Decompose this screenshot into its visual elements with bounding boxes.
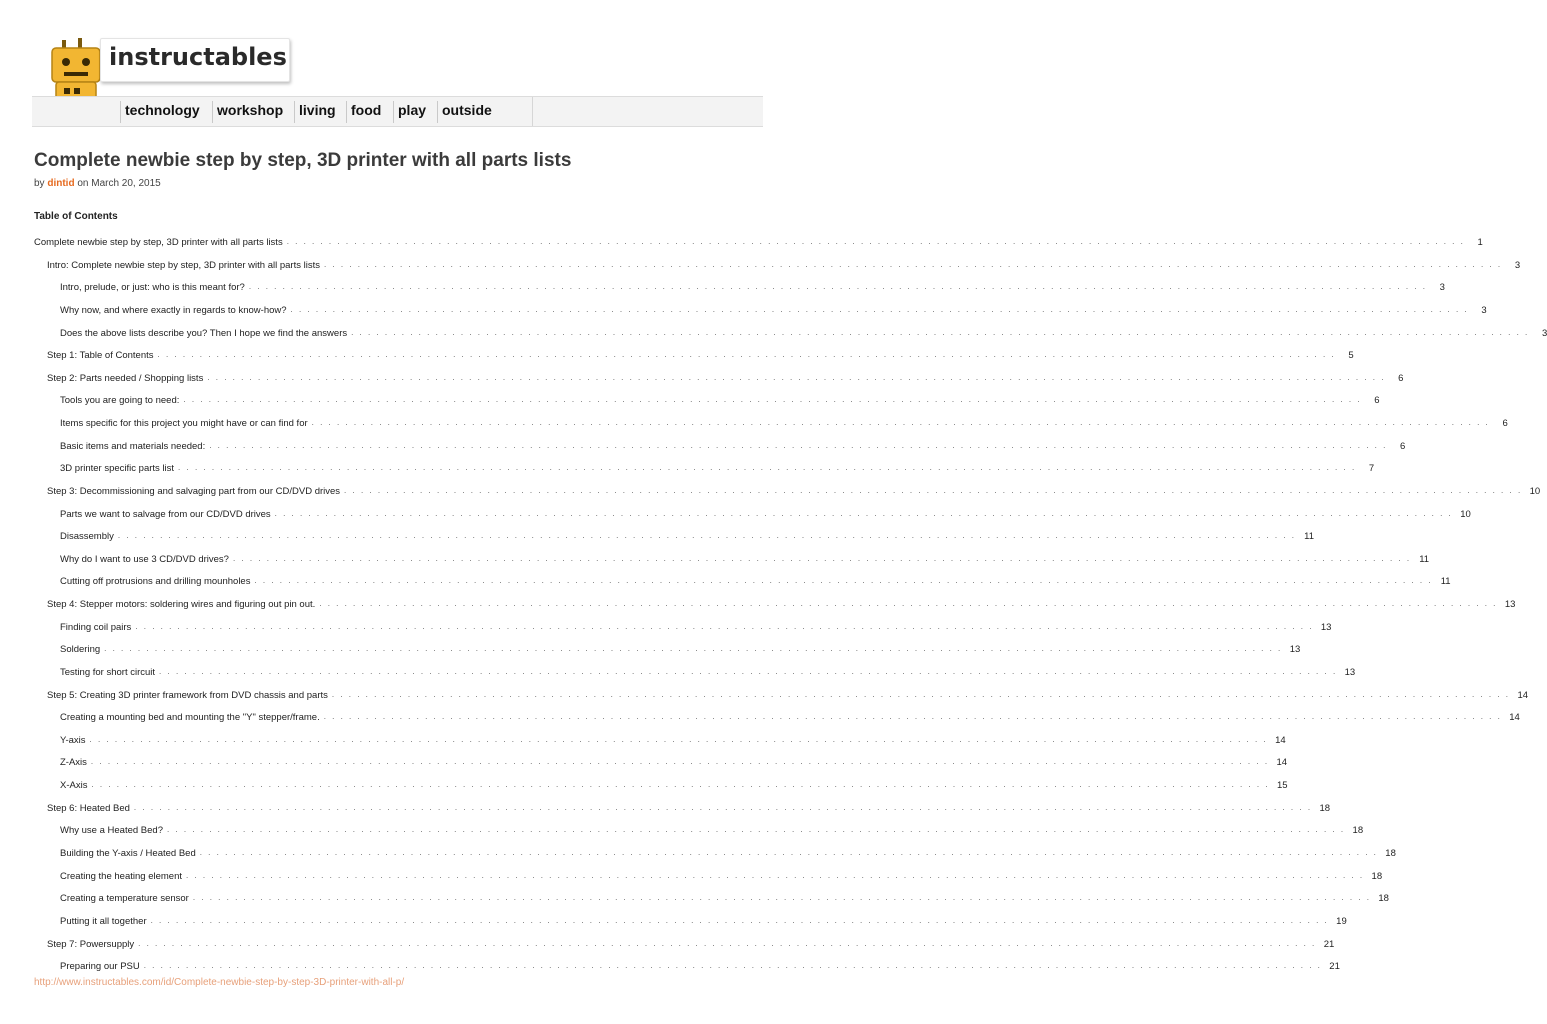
toc-page-number: 6: [1502, 418, 1508, 430]
author-link[interactable]: dintid: [47, 178, 75, 189]
toc-page-number: 3: [1541, 327, 1547, 339]
toc-page-number: 3: [1439, 282, 1445, 294]
byline-prefix: by: [34, 178, 45, 189]
toc-entry[interactable]: [60, 845, 1396, 859]
toc-entry[interactable]: [60, 415, 1508, 430]
toc-entry[interactable]: [60, 325, 1547, 339]
toc-entry-label: Putting it all together: [60, 915, 147, 927]
toc-entry[interactable]: [47, 257, 1521, 271]
toc-leader-dots: . . . . . . . . . . . . . . . . . . . . . . . . . . . . . . . . . . . . . . . . . . . . . . . . . . . . . . . . . . . . . . . . . . . . . . . . . . . . . . . . . . . . . . . . . . . . . . . . . . . . . . . . . . . . . . . . . . . . . . . . . . . . . . . . . . . . . . . . . . . .: [254, 576, 1433, 586]
toc-entry-label: Intro, prelude, or just: who is this meant for?: [60, 282, 245, 294]
toc-page-number: 11: [1440, 576, 1451, 588]
toc-entry-label: X-Axis: [60, 780, 88, 792]
toc-page-number: 10: [1460, 508, 1471, 520]
toc-entry[interactable]: [60, 913, 1347, 927]
toc-page-number: 18: [1319, 802, 1331, 814]
toc-page-number: 18: [1352, 825, 1364, 837]
toc-entry-label: Z-Axis: [60, 757, 87, 769]
toc-leader-dots: . . . . . . . . . . . . . . . . . . . . . . . . . . . . . . . . . . . . . . . . . . . . . . . . . . . . . . . . . . . . . . . . . . . . . . . . . . . . . . . . . . . . . . . . . . . . . . . . . . . . . . . . . . . . . . . . . . . . . . . . . . . . . . . . . . . . . . . . . . . .: [209, 440, 1388, 450]
toc-page-number: 18: [1378, 893, 1389, 905]
nav-living[interactable]: living: [294, 101, 336, 123]
toc-page-number: 6: [1398, 372, 1404, 384]
toc-leader-dots: . . . . . . . . . . . . . . . . . . . . . . . . . . . . . . . . . . . . . . . . . . . . . . . . . . . . . . . . . . . . . . . . . . . . . . . . . . . . . . . . . . . . . . . . . . . . . . . . . . . . . . . . . . . . . . . . . . . . . . . . . . . . . . . . . . . . . . . . . . . .: [91, 780, 1270, 790]
toc-leader-dots: . . . . . . . . . . . . . . . . . . . . . . . . . . . . . . . . . . . . . . . . . . . . . . . . . . . . . . . . . . . . . . . . . . . . . . . . . . . . . . . . . . . . . . . . . . . . . . . . . . . . . . . . . . . . . . . . . . . . . . . . . . . . . . . . . . . . . . . . . . . .: [143, 961, 1322, 971]
toc-entry[interactable]: [60, 709, 1520, 724]
toc-page-number: 19: [1336, 915, 1347, 927]
toc-entry-label: Step 7: Powersupply: [47, 938, 135, 950]
toc-page-number: 21: [1323, 938, 1335, 950]
toc-page-number: 14: [1276, 757, 1288, 769]
toc-entry-label: Intro: Complete newbie step by step, 3D printer with all parts lists: [47, 259, 320, 271]
page-title: Complete newbie step by step, 3D printer with all parts lists: [34, 150, 572, 171]
site-header: [0, 0, 768, 130]
toc-entry[interactable]: [47, 800, 1331, 814]
toc-page-number: 3: [1514, 259, 1521, 271]
toc-page-number: 10: [1529, 485, 1541, 497]
toc-leader-dots: . . . . . . . . . . . . . . . . . . . . . . . . . . . . . . . . . . . . . . . . . . . . . . . . . . . . . . . . . . . . . . . . . . . . . . . . . . . . . . . . . . . . . . . . . . . . . . . . . . . . . . . . . . . . . . . . . . . . . . . . . . . . . . . . . . . . . . . . . . . .: [89, 734, 1268, 744]
toc-leader-dots: . . . . . . . . . . . . . . . . . . . . . . . . . . . . . . . . . . . . . . . . . . . . . . . . . . . . . . . . . . . . . . . . . . . . . . . . . . . . . . . . . . . . . . . . . . . . . . . . . . . . . . . . . . . . . . . . . . . . . . . . . . . . . . . . . . . . . . . . . . . .: [90, 757, 1270, 767]
toc-leader-dots: . . . . . . . . . . . . . . . . . . . . . . . . . . . . . . . . . . . . . . . . . . . . . . . . . . . . . . . . . . . . . . . . . . . . . . . . . . . . . . . . . . . . . . . . . . . . . . . . . . . . . . . . . . . . . . . . . . . . . . . . . . . . . . . . . . . . . . . . . . . .: [138, 938, 1317, 948]
toc-page-number: 13: [1320, 621, 1332, 633]
toc-entry-label: Step 5: Creating 3D printer framework from DVD chassis and parts: [47, 689, 328, 701]
category-nav: [32, 96, 763, 127]
toc-entry[interactable]: [60, 460, 1375, 475]
toc-leader-dots: . . . . . . . . . . . . . . . . . . . . . . . . . . . . . . . . . . . . . . . . . . . . . . . . . . . . . . . . . . . . . . . . . . . . . . . . . . . . . . . . . . . . . . . . . . . . . . . . . . . . . . . . . . . . . . . . . . . . . . . . . . . . . . . . . . . . . . . . . . . .: [186, 870, 1365, 880]
toc-leader-dots: . . . . . . . . . . . . . . . . . . . . . . . . . . . . . . . . . . . . . . . . . . . . . . . . . . . . . . . . . . . . . . . . . . . . . . . . . . . . . . . . . . . . . . . . . . . . . . . . . . . . . . . . . . . . . . . . . . . . . . . . . . . . . . . . . . . . . . . . . . . .: [135, 621, 1314, 631]
toc-entry-label: Basic items and materials needed:: [60, 440, 206, 452]
toc-entry-label: Parts we want to salvage from our CD/DVD drives: [60, 508, 271, 520]
toc-leader-dots: . . . . . . . . . . . . . . . . . . . . . . . . . . . . . . . . . . . . . . . . . . . . . . . . . . . . . . . . . . . . . . . . . . . . . . . . . . . . . . . . . . . . . . . . . . . . . . . . . . . . . . . . . . . . . . . . . . . . . . . . . . . . . . . . . . . . . . . . . . . .: [274, 508, 1453, 518]
brand-wordmark[interactable]: [100, 38, 290, 82]
toc-page-number: 13: [1344, 666, 1356, 678]
toc-entry[interactable]: [60, 664, 1356, 678]
toc-entry[interactable]: [47, 347, 1354, 362]
toc-page-number: 6: [1374, 395, 1380, 407]
toc-entry-label: Step 6: Heated Bed: [47, 802, 130, 814]
brand-name: instructables: [109, 43, 287, 71]
toc-page-number: 5: [1348, 350, 1354, 362]
toc-page-number: 3: [1481, 304, 1487, 316]
toc-entry-label: Creating the heating element: [60, 870, 182, 882]
toc-entry-label: Testing for short circuit: [60, 666, 156, 678]
byline-date: on March 20, 2015: [77, 178, 161, 189]
toc-leader-dots: . . . . . . . . . . . . . . . . . . . . . . . . . . . . . . . . . . . . . . . . . . . . . . . . . . . . . . . . . . . . . . . . . . . . . . . . . . . . . . . . . . . . . . . . . . . . . . . . . . . . . . . . . . . . . . . . . . . . . . . . . . . . . . . . . . . . . . . . . . . .: [232, 553, 1412, 563]
toc-entry-label: Step 4: Stepper motors: soldering wires and figuring out pin out.: [47, 599, 316, 611]
toc-leader-dots: . . . . . . . . . . . . . . . . . . . . . . . . . . . . . . . . . . . . . . . . . . . . . . . . . . . . . . . . . . . . . . . . . . . . . . . . . . . . . . . . . . . . . . . . . . . . . . . . . . . . . . . . . . . . . . . . . . . . . . . . . . . . . . . . . . . . . . . . . . . .: [159, 666, 1338, 676]
toc-page-number: 14: [1509, 712, 1520, 724]
toc-entry-label: Disassembly: [60, 531, 114, 543]
toc-entry[interactable]: [60, 506, 1471, 520]
toc-page-number: 18: [1385, 848, 1396, 859]
toc-entry-label: Cutting off protrusions and drilling mounholes: [60, 576, 251, 588]
toc-entry-label: Step 1: Table of Contents: [47, 350, 154, 362]
toc-page-number: 14: [1517, 689, 1529, 701]
toc-entry[interactable]: [60, 868, 1383, 882]
toc-entry-label: 3D printer specific parts list: [60, 463, 175, 475]
toc-entry[interactable]: [60, 438, 1406, 452]
toc-leader-dots: . . . . . . . . . . . . . . . . . . . . . . . . . . . . . . . . . . . . . . . . . . . . . . . . . . . . . . . . . . . . . . . . . . . . . . . . . . . . . . . . . . . . . . . . . . . . . . . . . . . . . . . . . . . . . . . . . . . . . . . . . . . . . . . . . . . . . . . . . . . .: [104, 644, 1283, 654]
toc-entry[interactable]: [60, 302, 1487, 316]
nav-outside[interactable]: outside: [437, 101, 492, 123]
toc-leader-dots: . . . . . . . . . . . . . . . . . . . . . . . . . . . . . . . . . . . . . . . . . . . . . . . . . . . . . . . . . . . . . . . . . . . . . . . . . . . . . . . . . . . . . . . . . . . . . . . . . . . . . . . . . . . . . . . . . . . . . . . . . . . . . . . . . . . . . . . . . . . .: [323, 712, 1502, 722]
toc-leader-dots: . . . . . . . . . . . . . . . . . . . . . . . . . . . . . . . . . . . . . . . . . . . . . . . . . . . . . . . . . . . . . . . . . . . . . . . . . . . . . . . . . . . . . . . . . . . . . . . . . . . . . . . . . . . . . . . . . . . . . . . . . . . . . . . . . . . . . . . . . . . .: [192, 893, 1371, 903]
toc-leader-dots: . . . . . . . . . . . . . . . . . . . . . . . . . . . . . . . . . . . . . . . . . . . . . . . . . . . . . . . . . . . . . . . . . . . . . . . . . . . . . . . . . . . . . . . . . . . . . . . . . . . . . . . . . . . . . . . . . . . . . . . . . . . . . . . . . . . . . . . . . . . .: [183, 395, 1362, 405]
nav-workshop[interactable]: workshop: [212, 101, 283, 123]
toc-leader-dots: . . . . . . . . . . . . . . . . . . . . . . . . . . . . . . . . . . . . . . . . . . . . . . . . . . . . . . . . . . . . . . . . . . . . . . . . . . . . . . . . . . . . . . . . . . . . . . . . . . . . . . . . . . . . . . . . . . . . . . . . . . . . . . . . . . . . . . . . . . . .: [117, 531, 1296, 541]
toc-entry[interactable]: [60, 890, 1389, 905]
toc-leader-dots: . . . . . . . . . . . . . . . . . . . . . . . . . . . . . . . . . . . . . . . . . . . . . . . . . . . . . . . . . . . . . . . . . . . . . . . . . . . . . . . . . . . . . . . . . . . . . . . . . . . . . . . . . . . . . . . . . . . . . . . . . . . . . . . . . . . . . . . . . . . .: [157, 350, 1336, 360]
toc-entry[interactable]: [47, 936, 1335, 950]
toc-leader-dots: . . . . . . . . . . . . . . . . . . . . . . . . . . . . . . . . . . . . . . . . . . . . . . . . . . . . . . . . . . . . . . . . . . . . . . . . . . . . . . . . . . . . . . . . . . . . . . . . . . . . . . . . . . . . . . . . . . . . . . . . . . . . . . . . . . . . . . . . . . . .: [331, 689, 1511, 699]
toc-leader-dots: . . . . . . . . . . . . . . . . . . . . . . . . . . . . . . . . . . . . . . . . . . . . . . . . . . . . . . . . . . . . . . . . . . . . . . . . . . . . . . . . . . . . . . . . . . . . . . . . . . . . . . . . . . . . . . . . . . . . . . . . . . . . . . . . . . . . . . . . . . . .: [290, 304, 1469, 314]
toc-page-number: 13: [1289, 644, 1301, 656]
toc-entry[interactable]: [60, 279, 1445, 294]
toc-entry-label: Creating a mounting bed and mounting the "Y" stepper/frame.: [60, 712, 320, 724]
toc-entry-label: Creating a temperature sensor: [60, 893, 189, 905]
toc-page-number: 21: [1329, 961, 1340, 973]
toc-leader-dots: . . . . . . . . . . . . . . . . . . . . . . . . . . . . . . . . . . . . . . . . . . . . . . . . . . . . . . . . . . . . . . . . . . . . . . . . . . . . . . . . . . . . . . . . . . . . . . . . . . . . . . . . . . . . . . . . . . . . . . . . . . . . . . . . . . . . . . . . . . . .: [319, 599, 1498, 609]
toc-leader-dots: . . . . . . . . . . . . . . . . . . . . . . . . . . . . . . . . . . . . . . . . . . . . . . . . . . . . . . . . . . . . . . . . . . . . . . . . . . . . . . . . . . . . . . . . . . . . . . . . . . . . . . . . . . . . . . . . . . . . . . . . . . . . . . . . . . . . . . . . . . . .: [248, 282, 1427, 292]
toc-entry[interactable]: [60, 619, 1332, 633]
toc-leader-dots: . . . . . . . . . . . . . . . . . . . . . . . . . . . . . . . . . . . . . . . . . . . . . . . . . . . . . . . . . . . . . . . . . . . . . . . . . . . . . . . . . . . . . . . . . . . . . . . . . . . . . . . . . . . . . . . . . . . . . . . . . . . . . . . . . . . . . . . . . . . .: [178, 463, 1357, 473]
toc-entry-label: Building the Y-axis / Heated Bed: [60, 848, 196, 859]
toc-entry-label: Why do I want to use 3 CD/DVD drives?: [60, 553, 229, 565]
toc-page-number: 11: [1419, 553, 1430, 565]
toc-leader-dots: . . . . . . . . . . . . . . . . . . . . . . . . . . . . . . . . . . . . . . . . . . . . . . . . . . . . . . . . . . . . . . . . . . . . . . . . . . . . . . . . . . . . . . . . . . . . . . . . . . . . . . . . . . . . . . . . . . . . . . . . . . . . . . . . . . . . . . . . . . . .: [323, 259, 1503, 269]
toc-entry[interactable]: [60, 641, 1301, 656]
toc-entry[interactable]: [47, 687, 1529, 701]
toc-entry[interactable]: [60, 822, 1364, 837]
toc-entry-label: Tools you are going to need:: [60, 395, 180, 407]
toc-leader-dots: . . . . . . . . . . . . . . . . . . . . . . . . . . . . . . . . . . . . . . . . . . . . . . . . . . . . . . . . . . . . . . . . . . . . . . . . . . . . . . . . . . . . . . . . . . . . . . . . . . . . . . . . . . . . . . . . . . . . . . . . . . . . . . . . . . . . . . . . . . . .: [311, 418, 1490, 428]
toc-leader-dots: . . . . . . . . . . . . . . . . . . . . . . . . . . . . . . . . . . . . . . . . . . . . . . . . . . . . . . . . . . . . . . . . . . . . . . . . . . . . . . . . . . . . . . . . . . . . . . . . . . . . . . . . . . . . . . . . . . . . . . . . . . . . . . . . . . . . . . . . . . . .: [150, 915, 1329, 925]
toc-page-number: 18: [1371, 870, 1383, 882]
byline: [34, 178, 161, 189]
toc-entry-label: Why use a Heated Bed?: [60, 825, 163, 837]
toc-entry[interactable]: [60, 573, 1451, 588]
nav-divider: [532, 97, 533, 126]
toc-leader-dots: . . . . . . . . . . . . . . . . . . . . . . . . . . . . . . . . . . . . . . . . . . . . . . . . . . . . . . . . . . . . . . . . . . . . . . . . . . . . . . . . . . . . . . . . . . . . . . . . . . . . . . . . . . . . . . . . . . . . . . . . . . . . . . . . . . . . . . . . . . . .: [199, 848, 1378, 857]
toc-page-number: 13: [1504, 599, 1516, 611]
toc-leader-dots: . . . . . . . . . . . . . . . . . . . . . . . . . . . . . . . . . . . . . . . . . . . . . . . . . . . . . . . . . . . . . . . . . . . . . . . . . . . . . . . . . . . . . . . . . . . . . . . . . . . . . . . . . . . . . . . . . . . . . . . . . . . . . . . . . . . . . . . . . . . .: [133, 802, 1313, 812]
toc-entry-label: Step 3: Decommissioning and salvaging part from our CD/DVD drives: [47, 485, 341, 497]
nav-play[interactable]: play: [393, 101, 426, 123]
toc-page-number: 11: [1304, 531, 1314, 543]
toc-entry[interactable]: [60, 777, 1288, 792]
toc-entry[interactable]: [60, 732, 1286, 746]
toc-entry-label: Preparing our PSU: [60, 961, 140, 973]
footer-url-link[interactable]: http://www.instructables.com/id/Complete-newbie-step-by-step-3D-printer-with-all-p/: [34, 977, 405, 988]
toc-entry[interactable]: [34, 234, 1483, 248]
toc-entry[interactable]: [47, 370, 1404, 384]
toc-entry[interactable]: [60, 754, 1288, 769]
toc-page-number: 14: [1275, 734, 1286, 746]
toc-heading: Table of Contents: [34, 211, 118, 222]
toc-entry-label: Soldering: [60, 644, 101, 656]
nav-food[interactable]: food: [346, 101, 381, 123]
toc-entry-label: Does the above lists describe you? Then I hope we find the answers: [60, 327, 348, 339]
toc-entry-label: Step 2: Parts needed / Shopping lists: [47, 372, 204, 384]
toc-page-number: 7: [1368, 463, 1375, 475]
toc-leader-dots: . . . . . . . . . . . . . . . . . . . . . . . . . . . . . . . . . . . . . . . . . . . . . . . . . . . . . . . . . . . . . . . . . . . . . . . . . . . . . . . . . . . . . . . . . . . . . . . . . . . . . . . . . . . . . . . . . . . . . . . . . . . . . . . . . . . . . . . . . . . .: [351, 327, 1530, 337]
toc-leader-dots: . . . . . . . . . . . . . . . . . . . . . . . . . . . . . . . . . . . . . . . . . . . . . . . . . . . . . . . . . . . . . . . . . . . . . . . . . . . . . . . . . . . . . . . . . . . . . . . . . . . . . . . . . . . . . . . . . . . . . . . . . . . . . . . . . . . . . . . . . . . .: [166, 825, 1346, 835]
toc-entry[interactable]: [47, 596, 1516, 611]
toc-entry-label: Complete newbie step by step, 3D printer with all parts lists: [34, 237, 283, 248]
toc-page-number: 1: [1477, 237, 1483, 248]
toc-page-number: 15: [1277, 780, 1288, 792]
toc-page-number: 6: [1400, 440, 1406, 452]
toc-entry[interactable]: [47, 483, 1541, 497]
toc-leader-dots: . . . . . . . . . . . . . . . . . . . . . . . . . . . . . . . . . . . . . . . . . . . . . . . . . . . . . . . . . . . . . . . . . . . . . . . . . . . . . . . . . . . . . . . . . . . . . . . . . . . . . . . . . . . . . . . . . . . . . . . . . . . . . . . . . . . . . . . . . . . .: [344, 485, 1523, 495]
toc-entry[interactable]: [60, 551, 1430, 565]
toc-entry-label: Why now, and where exactly in regards to know-how?: [60, 304, 287, 316]
toc-entry-label: Finding coil pairs: [60, 621, 132, 633]
toc-leader-dots: . . . . . . . . . . . . . . . . . . . . . . . . . . . . . . . . . . . . . . . . . . . . . . . . . . . . . . . . . . . . . . . . . . . . . . . . . . . . . . . . . . . . . . . . . . . . . . . . . . . . . . . . . . . . . . . . . . . . . . . . . . . . . . . . . . . . . . . . . . . .: [207, 372, 1386, 382]
nav-technology[interactable]: technology: [120, 101, 200, 123]
toc-leader-dots: . . . . . . . . . . . . . . . . . . . . . . . . . . . . . . . . . . . . . . . . . . . . . . . . . . . . . . . . . . . . . . . . . . . . . . . . . . . . . . . . . . . . . . . . . . . . . . . . . . . . . . . . . . . . . . . . . . . . . . . . . . . . . . . . . . . . . . . . . . . .: [286, 237, 1465, 246]
toc-entry[interactable]: [60, 958, 1340, 973]
toc-entry-label: Items specific for this project you might have or can find for: [60, 418, 308, 430]
toc-entry[interactable]: [60, 528, 1314, 543]
toc-entry[interactable]: [60, 392, 1380, 407]
toc-entry-label: Y-axis: [60, 734, 86, 746]
